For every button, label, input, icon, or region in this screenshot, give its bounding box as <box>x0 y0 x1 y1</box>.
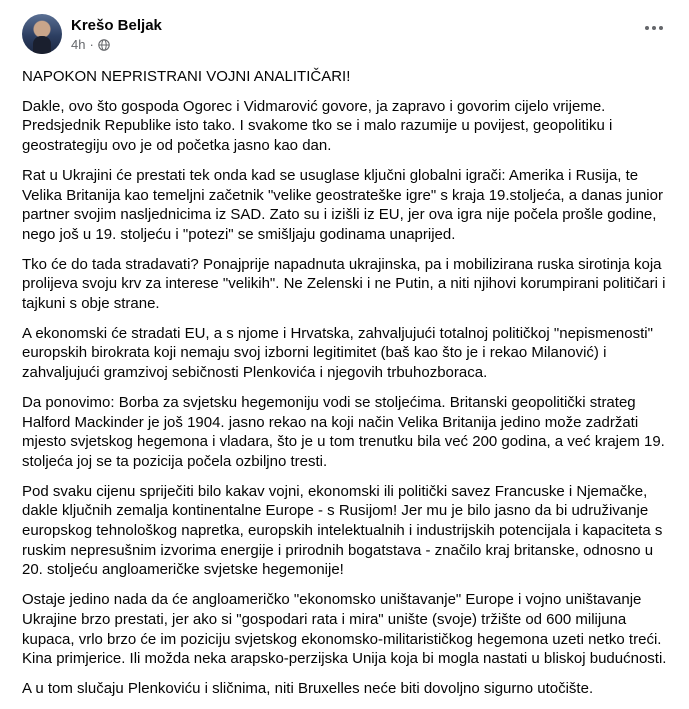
post-paragraph: Da ponovimo: Borba za svjetsku hegemoniju vodi se stoljećima. Britanski geopolitički strateg Halford Mackinder je još 1904. jasno rekao na koji način Velika Britanija jedino može zadržati mjesto svjetskog hegemona i vladara, što je u tom trenutku bila već 200 godina, a već krajem 19. stoljeća joj se ta pozicija počela ozbiljno tresti. <box>22 393 665 470</box>
post-paragraph: Rat u Ukrajini će prestati tek onda kad se usuglase ključni globalni igrači: Amerika i Rusija, te Velika Britanija kao temeljni začetnik "velike geostrateške igre" s kraja 19.stoljeća, a danas junior partner svojim nasljednicima iz SAD. Zato su i izišli iz EU, jer ova igra nije počela prošle godine, nego još u 19. stoljeću i "potezi" se smišljaju godinama unaprijed. <box>22 166 663 243</box>
more-options-icon[interactable] <box>645 26 663 30</box>
globe-icon[interactable] <box>98 39 110 51</box>
separator-dot: · <box>89 37 94 52</box>
post-text <box>22 67 675 709</box>
post-paragraph: A u tom slučaju Plenkoviću i sličnima, niti Bruxelles neće biti dovoljno sigurno utočište. <box>22 679 594 697</box>
more-dot-2 <box>652 26 656 30</box>
post-subline <box>71 37 162 53</box>
author-name[interactable]: Krešo Beljak <box>71 17 162 34</box>
post-paragraph: Pod svaku cijenu spriječiti bilo kakav vojni, ekonomski ili politički savez Francuske i Njemačke, dakle ključnih zemalja kontinentalne Europe - s Rusijom! Jer mu je bilo jasno da bi udruživanje europskog tehnološkog napretka, europskih intelektualnih i industrijskih potencijala i kapaciteta s ruskim nepresušnim izvorima energije i prirodnih bogatstava - značilo kraj britanske, odnosno u 20. stoljeću angloameričke svjetske hegemonije! <box>22 482 663 579</box>
post-time[interactable]: 4h <box>71 37 86 52</box>
post-headline: NAPOKON NEPRISTRANI VOJNI ANALITIČARI! <box>22 68 351 85</box>
post-paragraph: Dakle, ovo što gospoda Ogorec i Vidmarović govore, ja zapravo i govorim cijelo vrijeme. Predsjednik Republike isto tako. I svakome tko se i malo razumije u povijest, geopolitiku i geostrategiju ovo je od početka jasno kao dan. <box>22 97 613 155</box>
more-dot-3 <box>659 26 663 30</box>
post-paragraph: Tko će do tada stradavati? Ponajprije napadnuta ukrajinska, pa i mobilizirana ruska sirotinja koja prolijeva svoju krv za interese "velikih". Ne Zelenski i ne Putin, a niti njihovi korumpirani političari i tajkuni s obje strane. <box>22 255 666 313</box>
post-meta <box>71 14 162 53</box>
more-dot-1 <box>645 26 649 30</box>
post-paragraph: A ekonomski će stradati EU, a s njome i Hrvatska, zahvaljujući totalnoj političkoj "nepismenosti" europskih birokrata koji nemaju svoj izborni legitimitet (baš kao što je i rekao Milanović) i zahvaljujući gramzivoj sebičnosti Plenkovića i njegovih trbuhozboraca. <box>22 324 653 382</box>
post-paragraph: Ostaje jedino nada da će angloameričko "ekonomsko uništavanje" Europe i vojno uništavanje Ukrajine brzo prestati, jer ako si "gospodari rata i mira" unište (svoje) tržište od 600 milijuna kupaca, vrlo brzo će im poziciju svjetskog ekonomsko-militarističkog hegemona uzeti netko treći. Kina primjerice. Ili možda neka arapsko-perzijska Unija koja bi mogla nastati u bliskoj budućnosti. <box>22 591 667 668</box>
author-avatar[interactable] <box>22 14 62 54</box>
post-header <box>22 14 162 54</box>
